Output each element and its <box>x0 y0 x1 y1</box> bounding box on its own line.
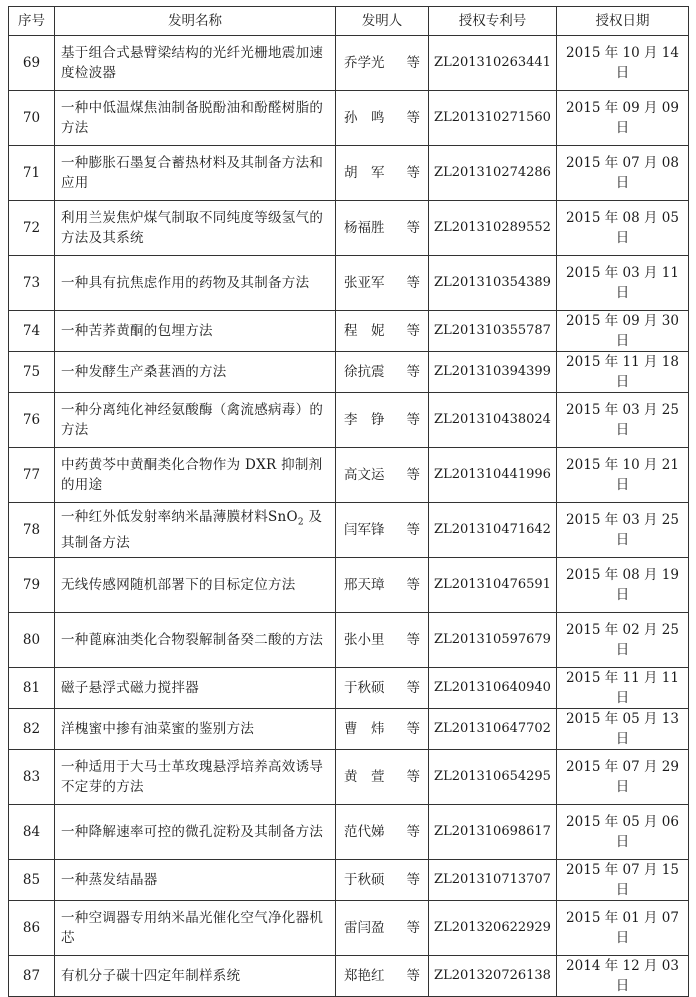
inventor-suffix: 等 <box>406 872 420 888</box>
table-row <box>9 558 689 613</box>
inventor-suffix: 等 <box>406 920 420 936</box>
row-invention-name <box>55 805 336 860</box>
row-index: 86 <box>9 901 55 956</box>
row-index: 87 <box>9 956 55 997</box>
invention-name-text: 一种膨胀石墨复合蓄热材料及其制备方法和应用 <box>61 155 324 191</box>
row-grant-date: 2015 年 05 月 13 日 <box>557 709 689 750</box>
invention-name-text: 一种蓖麻油类化合物裂解制备癸二酸的方法 <box>61 632 324 648</box>
table-row <box>9 352 689 393</box>
table-row <box>9 709 689 750</box>
table-row <box>9 393 689 448</box>
invention-name-formula: SnO$_2$ 及其制备方法 <box>61 509 323 551</box>
inventor-name: 程 妮 <box>344 323 385 339</box>
row-inventor <box>336 668 429 709</box>
table-row <box>9 448 689 503</box>
row-patent-number: ZL201310441996 <box>429 448 557 503</box>
row-index: 75 <box>9 352 55 393</box>
inventor-suffix: 等 <box>406 522 420 538</box>
invention-name-text: 一种具有抗焦虑作用的药物及其制备方法 <box>61 275 310 291</box>
row-patent-number: ZL201310289552 <box>429 201 557 256</box>
inventor-suffix: 等 <box>406 721 420 737</box>
row-inventor <box>336 860 429 901</box>
row-grant-date: 2015 年 11 月 18 日 <box>557 352 689 393</box>
row-patent-number: ZL201310438024 <box>429 393 557 448</box>
row-index: 83 <box>9 750 55 805</box>
inventor-name: 乔学光 <box>344 55 385 71</box>
row-grant-date: 2015 年 07 月 15 日 <box>557 860 689 901</box>
row-patent-number: ZL201310476591 <box>429 558 557 613</box>
row-patent-number: ZL201310263441 <box>429 36 557 91</box>
row-patent-number: ZL201310640940 <box>429 668 557 709</box>
row-index: 69 <box>9 36 55 91</box>
row-grant-date: 2014 年 12 月 03 日 <box>557 956 689 997</box>
row-grant-date: 2015 年 03 月 25 日 <box>557 393 689 448</box>
row-invention-name <box>55 311 336 352</box>
inventor-suffix: 等 <box>406 968 420 984</box>
header-index: 序号 <box>9 7 55 36</box>
inventor-suffix: 等 <box>406 824 420 840</box>
row-inventor <box>336 709 429 750</box>
row-index: 79 <box>9 558 55 613</box>
table-row <box>9 805 689 860</box>
invention-name-text: 洋槐蜜中掺有油菜蜜的鉴别方法 <box>61 721 255 737</box>
row-grant-date: 2015 年 09 月 30 日 <box>557 311 689 352</box>
row-invention-name <box>55 750 336 805</box>
invention-name-text: 利用兰炭焦炉煤气制取不同纯度等级氢气的方法及其系统 <box>61 210 324 246</box>
row-inventor <box>336 956 429 997</box>
inventor-name: 孙 鸣 <box>344 110 385 126</box>
inventor-name: 杨福胜 <box>344 220 385 236</box>
row-invention-name <box>55 201 336 256</box>
row-inventor <box>336 750 429 805</box>
invention-name-text: 一种适用于大马士革玫瑰悬浮培养高效诱导不定芽的方法 <box>61 759 324 795</box>
inventor-name: 于秋硕 <box>344 680 385 696</box>
row-grant-date: 2015 年 08 月 19 日 <box>557 558 689 613</box>
inventor-suffix: 等 <box>406 165 420 181</box>
row-grant-date: 2015 年 03 月 11 日 <box>557 256 689 311</box>
row-invention-name <box>55 613 336 668</box>
row-index: 74 <box>9 311 55 352</box>
row-index: 78 <box>9 503 55 558</box>
inventor-name: 李 铮 <box>344 412 385 428</box>
patent-table-page <box>8 6 688 997</box>
inventor-name: 张小里 <box>344 632 385 648</box>
invention-name-text: 磁子悬浮式磁力搅拌器 <box>61 680 199 696</box>
header-patent: 授权专利号 <box>429 7 557 36</box>
inventor-suffix: 等 <box>406 467 420 483</box>
table-row <box>9 956 689 997</box>
row-invention-name <box>55 503 336 558</box>
row-patent-number: ZL201320622929 <box>429 901 557 956</box>
inventor-name: 雷闫盈 <box>344 920 385 936</box>
header-date: 授权日期 <box>557 7 689 36</box>
row-index: 76 <box>9 393 55 448</box>
row-inventor <box>336 448 429 503</box>
inventor-name: 邢天璋 <box>344 577 385 593</box>
inventor-name: 徐抗震 <box>344 364 385 380</box>
row-index: 70 <box>9 91 55 146</box>
inventor-suffix: 等 <box>406 412 420 428</box>
inventor-name: 郑艳红 <box>344 968 385 984</box>
row-grant-date: 2015 年 07 月 29 日 <box>557 750 689 805</box>
table-row <box>9 750 689 805</box>
row-patent-number: ZL201310394399 <box>429 352 557 393</box>
table-row <box>9 201 689 256</box>
invention-name-text: 一种降解速率可控的微孔淀粉及其制备方法 <box>61 824 324 840</box>
row-invention-name <box>55 709 336 750</box>
row-patent-number: ZL201310654295 <box>429 750 557 805</box>
table-row <box>9 146 689 201</box>
inventor-name: 范代娣 <box>344 824 385 840</box>
row-index: 81 <box>9 668 55 709</box>
row-index: 84 <box>9 805 55 860</box>
row-index: 85 <box>9 860 55 901</box>
row-patent-number: ZL201310354389 <box>429 256 557 311</box>
inventor-suffix: 等 <box>406 55 420 71</box>
row-index: 72 <box>9 201 55 256</box>
inventor-suffix: 等 <box>406 577 420 593</box>
inventor-name: 于秋硕 <box>344 872 385 888</box>
row-invention-name <box>55 393 336 448</box>
row-patent-number: ZL201320726138 <box>429 956 557 997</box>
row-patent-number: ZL201310713707 <box>429 860 557 901</box>
row-invention-name <box>55 956 336 997</box>
row-patent-number: ZL201310471642 <box>429 503 557 558</box>
invention-name-text: 一种空调器专用纳米晶光催化空气净化器机芯 <box>61 910 324 946</box>
table-row <box>9 91 689 146</box>
row-index: 82 <box>9 709 55 750</box>
row-patent-number: ZL201310274286 <box>429 146 557 201</box>
invention-name-text: 有机分子碳十四定年制样系统 <box>61 968 241 984</box>
row-inventor <box>336 805 429 860</box>
table-row <box>9 311 689 352</box>
row-invention-name <box>55 860 336 901</box>
patent-table <box>8 6 689 997</box>
row-invention-name <box>55 558 336 613</box>
table-row <box>9 256 689 311</box>
inventor-name: 高文运 <box>344 467 385 483</box>
invention-name-text: 无线传感网随机部署下的目标定位方法 <box>61 577 296 593</box>
inventor-suffix: 等 <box>406 220 420 236</box>
row-inventor <box>336 503 429 558</box>
invention-name-text: 一种红外低发射率纳米晶薄膜材料 <box>61 509 268 526</box>
invention-name-text: 一种苦荞黄酮的包埋方法 <box>61 323 213 339</box>
row-index: 80 <box>9 613 55 668</box>
row-grant-date: 2015 年 02 月 25 日 <box>557 613 689 668</box>
inventor-name: 曹 炜 <box>344 721 385 737</box>
row-grant-date: 2015 年 08 月 05 日 <box>557 201 689 256</box>
row-invention-name <box>55 668 336 709</box>
table-row <box>9 860 689 901</box>
row-invention-name <box>55 91 336 146</box>
inventor-suffix: 等 <box>406 680 420 696</box>
row-grant-date: 2015 年 05 月 06 日 <box>557 805 689 860</box>
row-invention-name <box>55 901 336 956</box>
inventor-name: 闫军锋 <box>344 522 385 538</box>
row-inventor <box>336 558 429 613</box>
invention-name-text: 一种中低温煤焦油制备脱酚油和酚醛树脂的方法 <box>61 100 324 136</box>
row-inventor <box>336 613 429 668</box>
row-grant-date: 2015 年 10 月 14 日 <box>557 36 689 91</box>
inventor-suffix: 等 <box>406 323 420 339</box>
row-inventor <box>336 201 429 256</box>
row-inventor <box>336 256 429 311</box>
row-inventor <box>336 36 429 91</box>
row-index: 73 <box>9 256 55 311</box>
inventor-suffix: 等 <box>406 110 420 126</box>
table-body <box>9 36 689 997</box>
inventor-suffix: 等 <box>406 632 420 648</box>
table-row <box>9 503 689 558</box>
inventor-name: 胡 军 <box>344 165 385 181</box>
row-patent-number: ZL201310355787 <box>429 311 557 352</box>
row-inventor <box>336 352 429 393</box>
header-name: 发明名称 <box>55 7 336 36</box>
row-grant-date: 2015 年 03 月 25 日 <box>557 503 689 558</box>
row-grant-date: 2015 年 10 月 21 日 <box>557 448 689 503</box>
table-row <box>9 36 689 91</box>
header-inventor: 发明人 <box>336 7 429 36</box>
row-patent-number: ZL201310597679 <box>429 613 557 668</box>
row-grant-date: 2015 年 11 月 11 日 <box>557 668 689 709</box>
invention-name-text: 基于组合式悬臂梁结构的光纤光栅地震加速度检波器 <box>61 45 324 81</box>
row-inventor <box>336 91 429 146</box>
invention-name-text: 一种蒸发结晶器 <box>61 872 158 888</box>
row-patent-number: ZL201310647702 <box>429 709 557 750</box>
row-inventor <box>336 146 429 201</box>
table-row <box>9 901 689 956</box>
table-row <box>9 613 689 668</box>
inventor-suffix: 等 <box>406 275 420 291</box>
table-row <box>9 668 689 709</box>
row-grant-date: 2015 年 01 月 07 日 <box>557 901 689 956</box>
row-invention-name <box>55 146 336 201</box>
row-patent-number: ZL201310698617 <box>429 805 557 860</box>
invention-name-text: 一种发酵生产桑葚酒的方法 <box>61 364 227 380</box>
inventor-suffix: 等 <box>406 364 420 380</box>
row-invention-name <box>55 448 336 503</box>
inventor-name: 张亚军 <box>344 275 385 291</box>
inventor-name: 黄 萱 <box>344 769 385 785</box>
row-invention-name <box>55 352 336 393</box>
row-index: 71 <box>9 146 55 201</box>
row-inventor <box>336 901 429 956</box>
row-grant-date: 2015 年 09 月 09 日 <box>557 91 689 146</box>
row-inventor <box>336 311 429 352</box>
inventor-suffix: 等 <box>406 769 420 785</box>
row-invention-name <box>55 36 336 91</box>
row-invention-name <box>55 256 336 311</box>
header-row <box>9 7 689 36</box>
row-grant-date: 2015 年 07 月 08 日 <box>557 146 689 201</box>
row-index: 77 <box>9 448 55 503</box>
row-patent-number: ZL201310271560 <box>429 91 557 146</box>
invention-name-text: 中药黄芩中黄酮类化合物作为 DXR 抑制剂的用途 <box>61 457 323 493</box>
row-inventor <box>336 393 429 448</box>
invention-name-text: 一种分离纯化神经氨酸酶（禽流感病毒）的方法 <box>61 402 324 438</box>
